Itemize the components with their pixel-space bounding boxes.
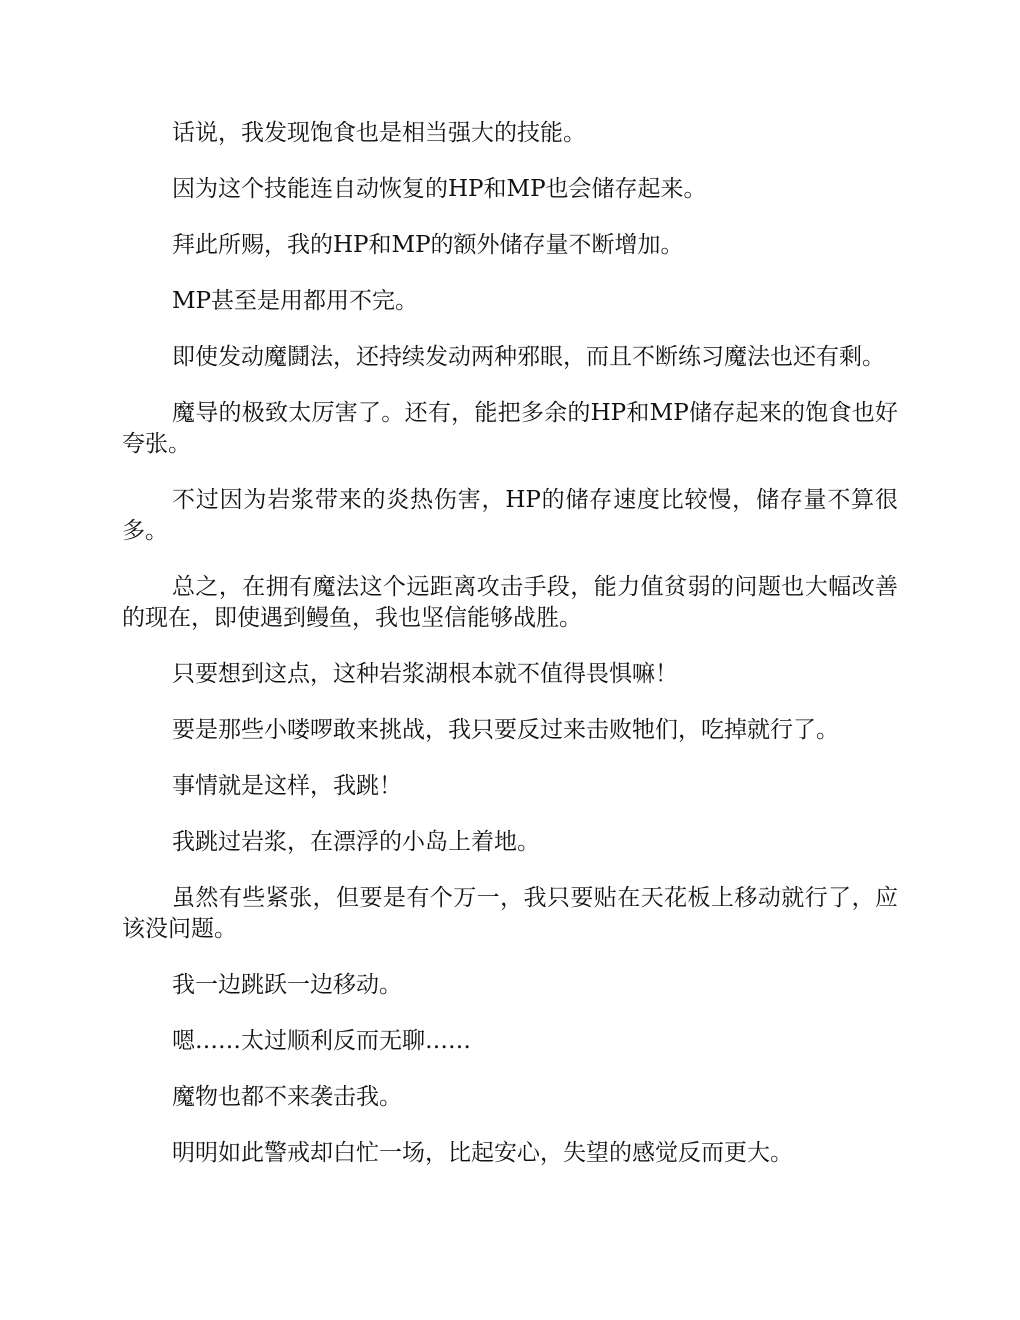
paragraph: 即使发动魔鬪法，还持续发动两种邪眼，而且不断练习魔法也还有剩。 — [172, 344, 885, 370]
paragraph: 事情就是这样，我跳！ — [172, 773, 402, 799]
paragraph: 嗯……太过顺利反而无聊…… — [172, 1028, 471, 1054]
paragraph: 不过因为岩浆带来的炎热伤害，HP的储存速度比较慢，储存量不算很多。 — [122, 487, 898, 544]
paragraph: 因为这个技能连自动恢复的HP和MP也会储存起来。 — [172, 176, 707, 202]
paragraph: 虽然有些紧张，但要是有个万一，我只要贴在天花板上移动就行了，应该没问题。 — [122, 885, 898, 942]
paragraph: 要是那些小喽啰敢来挑战，我只要反过来击败牠们，吃掉就行了。 — [172, 717, 839, 743]
paragraph: 明明如此警戒却白忙一场，比起安心，失望的感觉反而更大。 — [172, 1140, 793, 1166]
paragraph: 魔导的极致太厉害了。还有，能把多余的HP和MP储存起来的饱食也好夸张。 — [122, 400, 898, 457]
document-body — [122, 118, 898, 1194]
paragraph: 拜此所赐，我的HP和MP的额外储存量不断增加。 — [172, 232, 684, 258]
paragraph: 我一边跳跃一边移动。 — [172, 972, 402, 998]
paragraph: 我跳过岩浆，在漂浮的小岛上着地。 — [172, 829, 540, 855]
paragraph: 只要想到这点，这种岩浆湖根本就不值得畏惧嘛！ — [172, 661, 678, 687]
paragraph: 总之，在拥有魔法这个远距离攻击手段，能力值贫弱的问题也大幅改善的现在，即使遇到鳗鱼，我也坚信能够战胜。 — [122, 574, 898, 631]
paragraph: 魔物也都不来袭击我。 — [172, 1084, 402, 1110]
paragraph: MP甚至是用都用不完。 — [172, 288, 419, 314]
paragraph: 话说，我发现饱食也是相当强大的技能。 — [172, 120, 586, 146]
